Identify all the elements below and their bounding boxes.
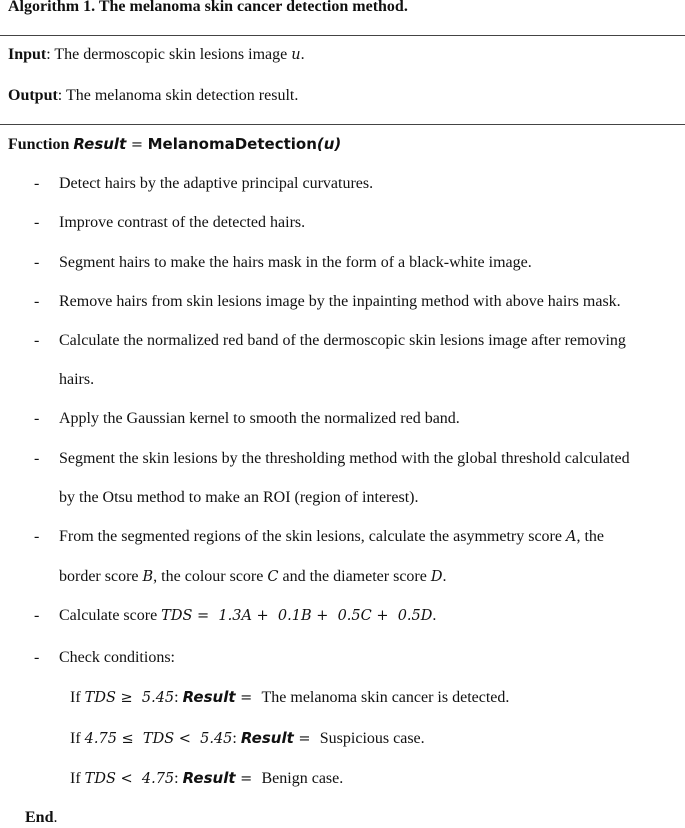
if-keyword: If xyxy=(70,730,85,747)
step-dash: - xyxy=(34,410,40,427)
step-text: Segment hairs to make the hairs mask in the form of a black-white image. xyxy=(59,254,532,271)
condition-expression: 4.75 ≤ TDS < 5.45 xyxy=(84,731,233,747)
input-label: Input xyxy=(8,46,47,63)
output-text: : The melanoma skin detection result. xyxy=(57,87,299,104)
function-equals: = xyxy=(126,137,148,153)
step-text: Check conditions: xyxy=(59,649,175,666)
middle-rule xyxy=(0,124,685,125)
top-rule xyxy=(0,35,685,36)
step-9-period: . xyxy=(432,607,437,624)
step-dash: - xyxy=(34,450,40,467)
tds-formula: TDS = 1.3A + 0.1B + 0.5C + 0.5D xyxy=(161,608,433,624)
step-text: Detect hairs by the adaptive principal curvatures. xyxy=(59,175,374,192)
step-8-continued xyxy=(59,567,446,587)
equals-sign: = xyxy=(235,690,262,706)
result-text: Suspicious case. xyxy=(319,730,425,747)
end-line xyxy=(25,808,57,828)
colour-var: C xyxy=(267,569,279,585)
step-text xyxy=(59,527,604,547)
result-var: Result xyxy=(182,769,236,787)
condition-colon: : xyxy=(232,730,241,747)
step-dash: - xyxy=(34,254,40,271)
end-period: . xyxy=(53,809,58,826)
input-var: u xyxy=(291,47,301,63)
step-dash: - xyxy=(34,293,40,310)
step-dash: - xyxy=(34,607,40,624)
output-label: Output xyxy=(8,87,58,104)
function-args: (u) xyxy=(316,135,342,153)
step-8b-text: , the colour score xyxy=(153,568,268,585)
condition-3 xyxy=(70,768,343,789)
result-var: Result xyxy=(182,688,236,706)
step-dash: - xyxy=(34,332,40,349)
if-keyword: If xyxy=(70,770,85,787)
step-8b-text: border score xyxy=(59,568,143,585)
if-keyword: If xyxy=(70,689,85,706)
condition-colon: : xyxy=(174,770,183,787)
step-dash: - xyxy=(34,649,40,666)
condition-expression: TDS < 4.75 xyxy=(84,771,175,787)
input-period: . xyxy=(300,46,305,63)
result-text: Benign case. xyxy=(261,770,344,787)
end-keyword: End xyxy=(25,809,54,826)
algorithm-title: Algorithm 1. The melanoma skin cancer detection method. xyxy=(8,0,408,15)
condition-2 xyxy=(70,728,425,749)
input-line xyxy=(8,45,305,65)
step-text: Segment the skin lesions by the thresholding method with the global threshold calculated xyxy=(59,450,630,467)
step-dash: - xyxy=(34,528,40,545)
step-7-continued: by the Otsu method to make an ROI (region of interest). xyxy=(59,489,419,506)
step-text xyxy=(59,606,436,626)
step-8-text-end: , the xyxy=(576,528,605,545)
output-line xyxy=(8,86,298,106)
border-var: B xyxy=(142,569,154,585)
step-dash: - xyxy=(34,214,40,231)
step-dash: - xyxy=(34,175,40,192)
condition-colon: : xyxy=(174,689,183,706)
step-5-continued: hairs. xyxy=(59,371,95,388)
equals-sign: = xyxy=(235,771,262,787)
step-8-text: From the segmented regions of the skin lesions, calculate the asymmetry score xyxy=(59,528,566,545)
equals-sign: = xyxy=(293,731,320,747)
input-text: : The dermoscopic skin lesions image xyxy=(46,46,292,63)
function-keyword: Function xyxy=(8,136,74,153)
function-signature xyxy=(8,134,341,155)
diameter-var: D xyxy=(430,569,443,585)
condition-1 xyxy=(70,687,509,708)
step-text: Remove hairs from skin lesions image by the inpainting method with above hairs mask. xyxy=(59,293,621,310)
function-name: MelanomaDetection xyxy=(147,135,317,153)
step-8b-text: and the diameter score xyxy=(278,568,431,585)
result-var: Result xyxy=(240,729,294,747)
function-result-var: Result xyxy=(73,135,127,153)
step-text: Calculate the normalized red band of the dermoscopic skin lesions image after removing xyxy=(59,332,626,349)
step-text: Apply the Gaussian kernel to smooth the normalized red band. xyxy=(59,410,460,427)
step-8b-text: . xyxy=(442,568,447,585)
result-text: The melanoma skin cancer is detected. xyxy=(261,689,510,706)
asymmetry-var: A xyxy=(565,529,577,545)
step-9-text: Calculate score xyxy=(59,607,162,624)
condition-expression: TDS ≥ 5.45 xyxy=(84,690,175,706)
step-text: Improve contrast of the detected hairs. xyxy=(59,214,306,231)
